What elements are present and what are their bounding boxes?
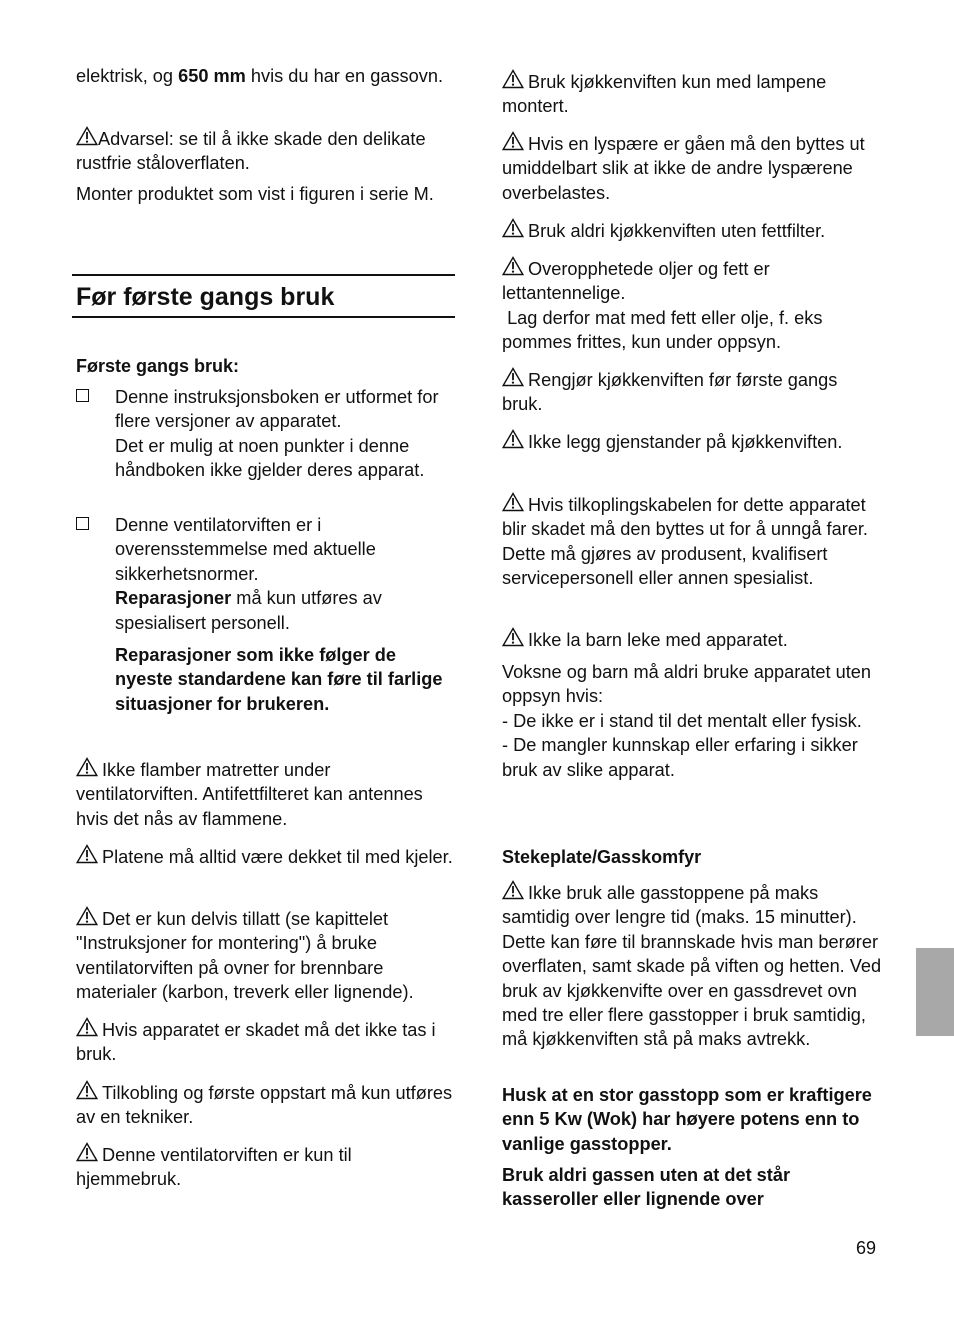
subheading-first-use: Første gangs bruk:: [76, 356, 240, 376]
checkbox-bullet-icon: [76, 389, 89, 402]
warning-paragraph: Ikke legg gjenstander på kjøkkenviften.: [502, 429, 882, 454]
warning-icon: [76, 757, 98, 777]
warning-paragraph: Rengjør kjøkkenviften før første gangs bruk.: [502, 367, 882, 417]
warning-icon: [502, 69, 524, 89]
intro-paragraph: elektrisk, og 650 mm hvis du har en gassovn.: [76, 66, 443, 86]
warning-icon: [76, 1017, 98, 1037]
warning-paragraph: Hvis tilkoplingskabelen for dette apparatet blir skadet må den byttes ut for å unngå farer. Dette må gjøres av produsent, kvalifisert servicepersonell eller annen spesialist.: [502, 492, 882, 591]
warning-paragraph: Tilkobling og første oppstart må kun utføres av en tekniker.: [76, 1080, 454, 1130]
warning-paragraph: Ikke la barn leke med apparatet.: [502, 627, 882, 652]
warning-paragraph: Bruk aldri kjøkkenviften uten fettfilter.: [502, 218, 882, 243]
warning-icon: [76, 126, 98, 146]
section-tab-marker: [916, 948, 954, 1036]
warning-icon: [76, 844, 98, 864]
warning-icon: [502, 131, 524, 151]
warning-icon: [502, 492, 524, 512]
warning-paragraph: Ikke bruk alle gasstoppene på maks samtidig over lengre tid (maks. 15 minutter). Dette kan føre til brannskade hvis man berører overflaten, samt skade på viften og hetten. Ved bruk av kjøkkenvifte over en gassdrevet ovn med tre eller flere gasstopper i bruk samtidig, må kjøkkenviften stå på maks avtrekk.: [502, 880, 882, 1052]
warning-paragraph: Platene må alltid være dekket til med kjeler.: [76, 844, 454, 869]
warning-icon: [502, 880, 524, 900]
supervision-paragraph: Voksne og barn må aldri bruke apparatet uten oppsyn hvis: - De ikke er i stand til det mentalt eller fysisk. - De mangler kunnskap eller erfaring i sikker bruk av slike apparat.: [502, 662, 872, 780]
warning-icon: [502, 367, 524, 387]
mount-paragraph: Monter produktet som vist i figuren i serie M.: [76, 184, 434, 204]
warning-paragraph: Hvis en lyspære er gåen må den byttes ut umiddelbart slik at ikke de andre lyspærene overbelastes.: [502, 131, 882, 205]
warning-icon: [502, 627, 524, 647]
warning-paragraph: Bruk kjøkkenviften kun med lampene montert.: [502, 69, 882, 119]
warning-paragraph: Det er kun delvis tillatt (se kapittelet "Instruksjoner for montering") å bruke ventilatorviften på ovner for brennbare materialer (karbon, treverk eller lignende).: [76, 906, 454, 1005]
warning-paragraph: Denne ventilatorviften er kun til hjemmebruk.: [76, 1142, 454, 1192]
checkbox-bullet-icon: [76, 517, 89, 530]
warning-icon: [502, 256, 524, 276]
warning-paragraph: Overopphetede oljer og fett er lettantennelige. Lag derfor mat med fett eller olje, f. eks pommes frittes, kun under oppsyn.: [502, 256, 882, 355]
subheading-gas-hob: Stekeplate/Gasskomfyr: [502, 847, 702, 867]
bold-note: Husk at en stor gasstopp som er kraftigere enn 5 Kw (Wok) har høyere potens enn to vanlige gasstopper.: [502, 1085, 872, 1154]
warning-icon: [502, 218, 524, 238]
warning-paragraph: Ikke flamber matretter under ventilatorviften. Antifettfilteret kan antennes hvis det nås av flammene.: [76, 757, 454, 831]
warning-icon: [76, 1080, 98, 1100]
section-heading-box: [72, 274, 455, 318]
caution-steel: Advarsel: se til å ikke skade den delikate rustfrie ståloverflaten.: [76, 126, 454, 176]
warning-icon: [76, 906, 98, 926]
bold-note: Bruk aldri gassen uten at det står kasseroller eller lignende over: [502, 1165, 791, 1210]
section-heading: Før første gangs bruk: [76, 283, 335, 311]
warning-icon: [76, 1142, 98, 1162]
warning-icon: [502, 429, 524, 449]
warning-paragraph: Hvis apparatet er skadet må det ikke tas i bruk.: [76, 1017, 454, 1067]
page-number: 69: [856, 1238, 877, 1258]
